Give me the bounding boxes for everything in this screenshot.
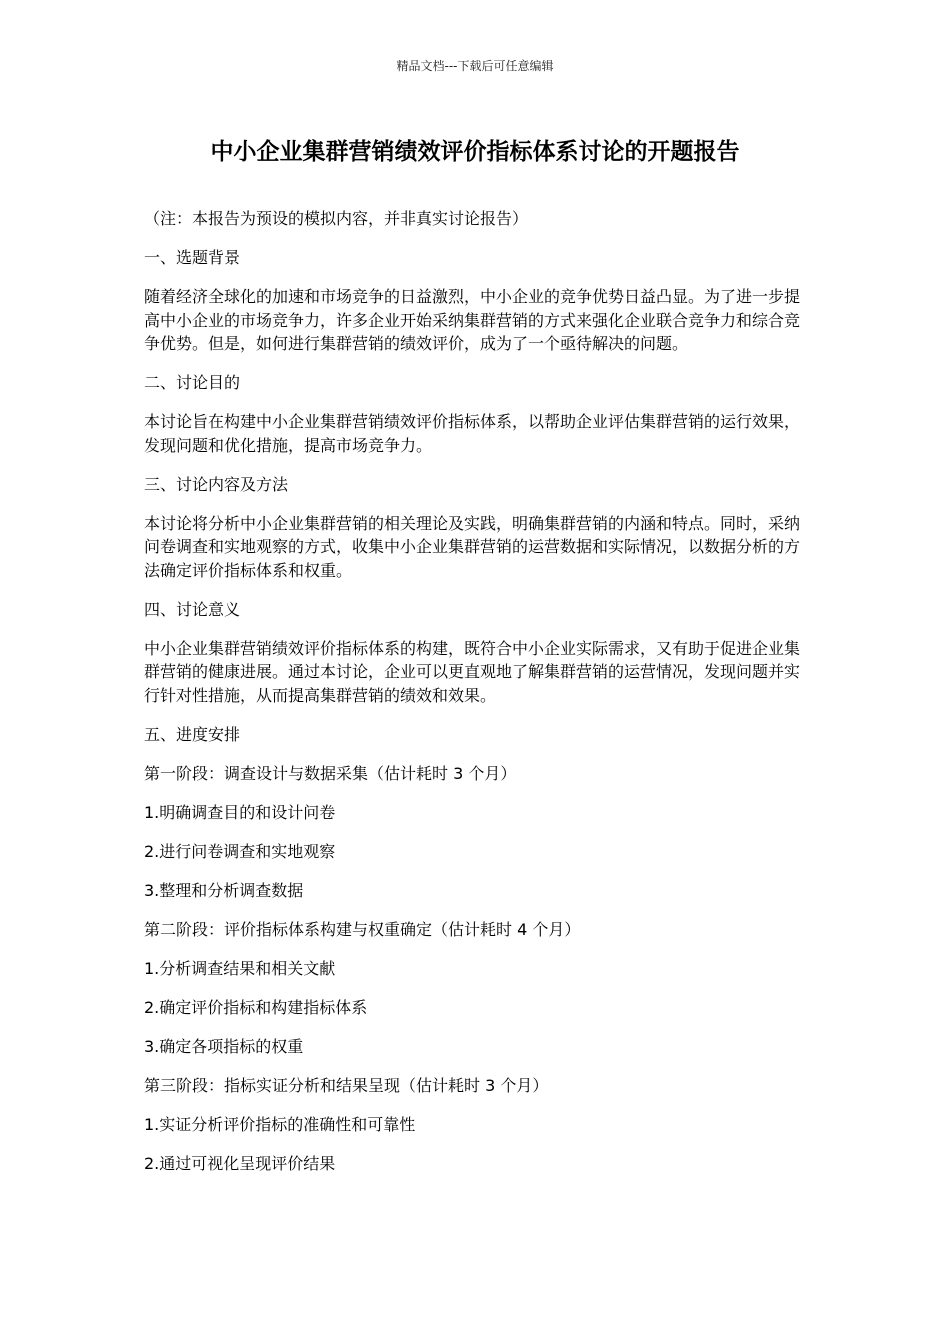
- section-heading-schedule: 五、进度安排: [144, 724, 241, 744]
- list-item: 2.确定评价指标和构建指标体系: [144, 997, 368, 1017]
- section-heading-significance: 四、讨论意义: [144, 599, 241, 619]
- header-note: 精品文档---下载后可任意编辑: [396, 59, 554, 73]
- paragraph-purpose: 本讨论旨在构建中小企业集群营销绩效评价指标体系，以帮助企业评估集群营销的运行效果，发现问题和优化措施，提高市场竞争力。: [144, 412, 801, 455]
- paragraph-background: 随着经济全球化的加速和市场竞争的日益激烈，中小企业的竞争优势日益凸显。为了进一步提高中小企业的市场竞争力，许多企业开始采纳集群营销的方式来强化企业联合竞争力和综合竞争优势。但是，如何进行集群营销的绩效评价，成为了一个亟待解决的问题。: [144, 287, 801, 353]
- disclaimer-note: （注：本报告为预设的模拟内容，并非真实讨论报告）: [144, 209, 529, 228]
- stage-heading-2: 第二阶段：评价指标体系构建与权重确定（估计耗时 4 个月）: [144, 919, 581, 939]
- section-heading-purpose: 二、讨论目的: [144, 373, 241, 392]
- section-heading-background: 一、选题背景: [144, 248, 241, 267]
- document-body: [144, 207, 809, 1191]
- list-item: 3.整理和分析调查数据: [144, 880, 304, 900]
- paragraph-significance: 中小企业集群营销绩效评价指标体系的构建，既符合中小企业实际需求，又有助于促进企业集群营销的健康进展。通过本讨论，企业可以更直观地了解集群营销的运营情况，发现问题并实行针对性措施，从而提高集群营销的绩效和效果。: [144, 638, 801, 705]
- list-item: 1.分析调查结果和相关文献: [144, 958, 336, 978]
- list-item: 2.进行问卷调查和实地观察: [144, 841, 336, 861]
- list-item: 1.明确调查目的和设计问卷: [144, 802, 336, 822]
- list-item: 3.确定各项指标的权重: [144, 1036, 304, 1056]
- list-item: 1.实证分析评价指标的准确性和可靠性: [144, 1114, 416, 1134]
- paragraph-content-method: 本讨论将分析中小企业集群营销的相关理论及实践，明确集群营销的内涵和特点。同时，采纳问卷调查和实地观察的方式，收集中小企业集群营销的运营数据和实际情况，以数据分析的方法确定评价指标体系和权重。: [144, 513, 801, 580]
- stage-heading-3: 第三阶段：指标实证分析和结果呈现（估计耗时 3 个月）: [144, 1075, 549, 1095]
- list-item: 2.通过可视化呈现评价结果: [144, 1153, 336, 1173]
- section-heading-content-method: 三、讨论内容及方法: [144, 474, 289, 494]
- stage-heading-1: 第一阶段：调查设计与数据采集（估计耗时 3 个月）: [144, 763, 517, 783]
- document-title: 中小企业集群营销绩效评价指标体系讨论的开题报告: [210, 139, 740, 165]
